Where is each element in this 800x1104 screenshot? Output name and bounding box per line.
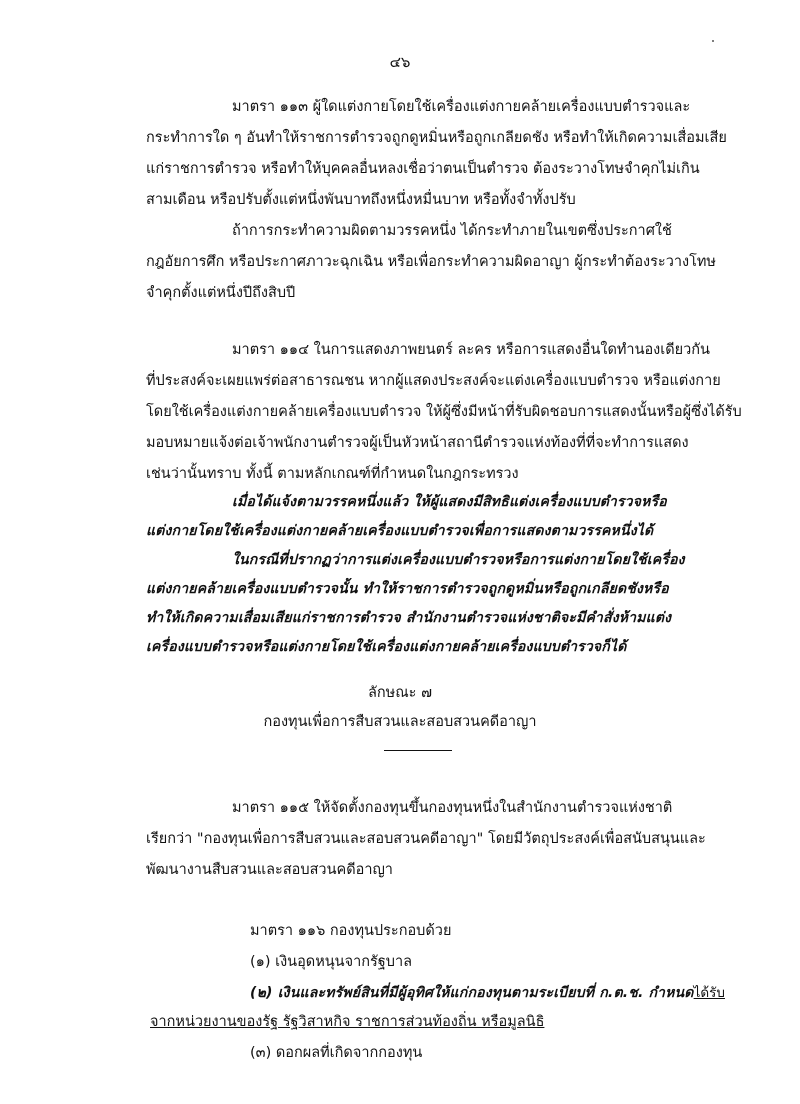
section-115-line-2: เรียกว่า "กองทุนเพื่อการสืบสวนและสอบสวนคดีอาญา" โดยมีวัตถุประสงค์เพื่อสนับสนุนและ <box>146 831 706 847</box>
section-116-item-2-line-1 <box>250 983 725 1003</box>
section-113-line-1: มาตรา ๑๑๓ ผู้ใดแต่งกายโดยใช้เครื่องแต่งกายคล้ายเครื่องแบบตำรวจและ <box>232 99 691 115</box>
handwritten-amendment-line-6: เครื่องแบบตำรวจหรือแต่งกายโดยใช้เครื่องแต่งกายคล้ายเครื่องแบบตำรวจก็ได้ <box>146 639 627 655</box>
section-113-line-5: ถ้าการกระทำความผิดตามวรรคหนึ่ง ได้กระทำภายในเขตซึ่งประกาศใช้ <box>232 223 672 239</box>
chapter-subtitle: กองทุนเพื่อการสืบสวนและสอบสวนคดีอาญา <box>263 714 537 730</box>
handwritten-amendment-line-1: เมื่อได้แจ้งตามวรรคหนึ่งแล้ว ให้ผู้แสดงมีสิทธิแต่งเครื่องแบบตำรวจหรือ <box>232 494 667 510</box>
section-116-item-3: (๓) ดอกผลที่เกิดจากกองทุน <box>250 1045 423 1061</box>
section-114-line-2: ที่ประสงค์จะเผยแพร่ต่อสาธารณชน หากผู้แสดงประสงค์จะแต่งเครื่องแบบตำรวจ หรือแต่งกาย <box>146 373 721 389</box>
section-114-line-1: มาตรา ๑๑๔ ในการแสดงภาพยนตร์ ละคร หรือการแสดงอื่นใดทำนองเดียวกัน <box>232 342 710 358</box>
section-114-line-4: มอบหมายแจ้งต่อเจ้าพนักงานตำรวจผู้เป็นหัวหน้าสถานีตำรวจแห่งท้องที่ที่จะทำการแสดง <box>146 435 689 451</box>
page-number: ๔๖ <box>389 53 411 71</box>
section-113-line-4: สามเดือน หรือปรับตั้งแต่หนึ่งพันบาทถึงหนึ่งหมื่นบาท หรือทั้งจำทั้งปรับ <box>146 192 576 208</box>
section-divider <box>384 750 452 751</box>
section-113-line-7: จำคุกตั้งแต่หนึ่งปีถึงสิบปี <box>146 285 296 301</box>
chapter-title: ลักษณะ ๗ <box>368 685 432 701</box>
section-115-line-1: มาตรา ๑๑๕ ให้จัดตั้งกองทุนขึ้นกองทุนหนึ่งในสำนักงานตำรวจแห่งชาติ <box>232 800 673 816</box>
section-115-line-3: พัฒนางานสืบสวนและสอบสวนคดีอาญา <box>146 862 393 878</box>
section-113-line-2: กระทำการใด ๆ อันทำให้ราชการตำรวจถูกดูหมิ่นหรือถูกเกลียดชัง หรือทำให้เกิดความเสื่อมเสีย <box>146 130 727 146</box>
section-116-item-2-underlined: ได้รับ <box>693 985 725 1001</box>
section-116-item-2-line-2: จากหน่วยงานของรัฐ รัฐวิสาหกิจ ราชการส่วนท้องถิ่น หรือมูลนิธิ <box>150 1014 545 1030</box>
handwritten-amendment-line-5: ทำให้เกิดความเสื่อมเสียแก่ราชการตำรวจ สำนักงานตำรวจแห่งชาติจะมีคำสั่งห้ามแต่ง <box>146 610 672 626</box>
handwritten-amendment-line-3: ในกรณีที่ปรากฏว่าการแต่งเครื่องแบบตำรวจหรือการแต่งกายโดยใช้เครื่อง <box>232 552 685 568</box>
section-113-line-3: แก่ราชการตำรวจ หรือทำให้บุคคลอื่นหลงเชื่อว่าตนเป็นตำรวจ ต้องระวางโทษจำคุกไม่เกิน <box>146 161 700 177</box>
handwritten-amendment-line-2: แต่งกายโดยใช้เครื่องแต่งกายคล้ายเครื่องแบบตำรวจเพื่อการแสดงตามวรรคหนึ่งได้ <box>146 523 654 539</box>
handwritten-amendment-line-4: แต่งกายคล้ายเครื่องแบบตำรวจนั้น ทำให้ราชการตำรวจถูกดูหมิ่นหรือถูกเกลียดชังหรือ <box>146 581 669 597</box>
section-116-item-1: (๑) เงินอุดหนุนจากรัฐบาล <box>250 954 413 970</box>
paper-speck <box>712 40 714 42</box>
section-113-line-6: กฎอัยการศึก หรือประกาศภาวะฉุกเฉิน หรือเพื่อกระทำความผิดอาญา ผู้กระทำต้องระวางโทษ <box>146 254 716 270</box>
section-114-line-3: โดยใช้เครื่องแต่งกายคล้ายเครื่องแบบตำรวจ ให้ผู้ซึ่งมีหน้าที่รับผิดชอบการแสดงนั้นหรือผู้ซึ่งได้รับ <box>146 404 742 420</box>
section-114-line-5: เช่นว่านั้นทราบ ทั้งนี้ ตามหลักเกณฑ์ที่กำหนดในกฎกระทรวง <box>146 466 519 482</box>
section-116-item-2-text: (๒) เงินและทรัพย์สินที่มีผู้อุทิศให้แก่กองทุนตามระเบียบที่ ก.ต.ช. กำหนด <box>250 985 694 1001</box>
section-116-intro: มาตรา ๑๑๖ กองทุนประกอบด้วย <box>250 923 452 939</box>
